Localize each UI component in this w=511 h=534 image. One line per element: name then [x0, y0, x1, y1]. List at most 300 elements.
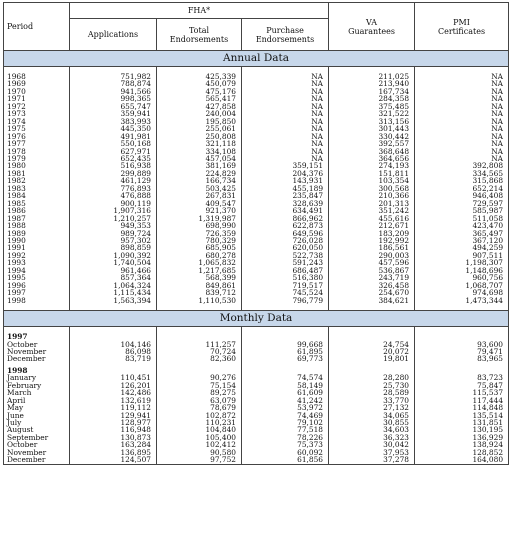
va-header-line2: Guarantees — [348, 26, 395, 36]
value-cell: NA — [242, 95, 329, 102]
value-cell: 60,092 — [242, 449, 329, 456]
value-cell: 105,400 — [157, 434, 242, 441]
value-cell: 75,847 — [415, 382, 509, 389]
period-cell: 1998 — [4, 367, 70, 374]
monthly-row — [4, 382, 509, 389]
purchase-endorsements-header-line1: Purchase — [266, 25, 304, 35]
value-cell: 351,242 — [329, 207, 415, 214]
annual-row — [4, 140, 509, 147]
value-cell: 698,990 — [157, 222, 242, 229]
value-cell: 130,195 — [415, 426, 509, 433]
value-cell: 119,112 — [70, 404, 157, 411]
value-cell: NA — [415, 125, 509, 132]
period-header: Period — [4, 3, 70, 51]
value-cell: NA — [415, 80, 509, 87]
annual-row — [4, 282, 509, 289]
value-cell: 213,940 — [329, 80, 415, 87]
value-cell: 142,486 — [70, 389, 157, 396]
value-cell: 522,738 — [242, 252, 329, 259]
value-cell: 960,756 — [415, 274, 509, 281]
value-cell: 130,873 — [70, 434, 157, 441]
value-cell: 455,616 — [329, 215, 415, 222]
annual-row — [4, 215, 509, 222]
period-cell: 1997 — [4, 333, 70, 340]
period-cell: April — [4, 397, 70, 404]
value-cell: 326,458 — [329, 282, 415, 289]
annual-row — [4, 110, 509, 117]
annual-row — [4, 133, 509, 140]
value-cell: 135,514 — [415, 412, 509, 419]
value-cell: 255,061 — [157, 125, 242, 132]
value-cell: 330,442 — [329, 133, 415, 140]
annual-row — [4, 125, 509, 132]
period-cell: March — [4, 389, 70, 396]
period-cell: 1977 — [4, 140, 70, 147]
value-cell: 866,962 — [242, 215, 329, 222]
value-cell: 61,609 — [242, 389, 329, 396]
value-cell: 427,858 — [157, 103, 242, 110]
monthly-row — [4, 419, 509, 426]
value-cell: 110,451 — [70, 374, 157, 381]
value-cell: 1,473,344 — [415, 297, 509, 304]
value-cell: 33,770 — [329, 397, 415, 404]
value-cell: 102,412 — [157, 441, 242, 448]
value-cell: 680,278 — [157, 252, 242, 259]
value-cell: 898,859 — [70, 244, 157, 251]
period-cell: October — [4, 441, 70, 448]
value-cell: 74,469 — [242, 412, 329, 419]
period-cell: 1989 — [4, 230, 70, 237]
value-cell: 455,189 — [242, 185, 329, 192]
value-cell: 28,589 — [329, 389, 415, 396]
period-cell: 1983 — [4, 185, 70, 192]
value-cell: 224,829 — [157, 170, 242, 177]
value-cell: 511,058 — [415, 215, 509, 222]
value-cell: 75,154 — [157, 382, 242, 389]
value-cell: 1,319,987 — [157, 215, 242, 222]
value-cell: 116,948 — [70, 426, 157, 433]
value-cell: 476,888 — [70, 192, 157, 199]
value-cell: 1,090,392 — [70, 252, 157, 259]
value-cell: 250,808 — [157, 133, 242, 140]
annual-row — [4, 274, 509, 281]
value-cell: NA — [242, 133, 329, 140]
value-cell: 166,734 — [157, 177, 242, 184]
period-cell: October — [4, 341, 70, 348]
period-cell: 1995 — [4, 274, 70, 281]
value-cell: 503,425 — [157, 185, 242, 192]
value-cell: 359,941 — [70, 110, 157, 117]
value-cell: 622,873 — [242, 222, 329, 229]
total-endorsements-header-line1: Total — [188, 25, 210, 35]
value-cell: 946,408 — [415, 192, 509, 199]
period-cell: June — [4, 412, 70, 419]
value-cell: 1,065,832 — [157, 259, 242, 266]
value-cell: 212,671 — [329, 222, 415, 229]
value-cell: 204,376 — [242, 170, 329, 177]
annual-row — [4, 155, 509, 162]
value-cell: 211,025 — [329, 73, 415, 80]
period-cell: February — [4, 382, 70, 389]
value-cell: 99,668 — [242, 341, 329, 348]
value-cell: 74,574 — [242, 374, 329, 381]
period-cell: 1972 — [4, 103, 70, 110]
value-cell: 192,992 — [329, 237, 415, 244]
period-cell: 1974 — [4, 118, 70, 125]
value-cell: NA — [415, 95, 509, 102]
value-cell: 28,280 — [329, 374, 415, 381]
annual-data-section-title: Annual Data — [4, 51, 509, 67]
value-cell: 30,855 — [329, 419, 415, 426]
period-cell: 1994 — [4, 267, 70, 274]
value-cell: 686,487 — [242, 267, 329, 274]
value-cell: 961,466 — [70, 267, 157, 274]
value-cell: NA — [415, 155, 509, 162]
value-cell: 114,848 — [415, 404, 509, 411]
monthly-row — [4, 412, 509, 419]
value-cell: 300,568 — [329, 185, 415, 192]
annual-row — [4, 200, 509, 207]
value-cell: NA — [242, 73, 329, 80]
value-cell: 41,242 — [242, 397, 329, 404]
annual-row — [4, 73, 509, 80]
value-cell: 627,971 — [70, 148, 157, 155]
period-cell: 1982 — [4, 177, 70, 184]
period-cell: 1979 — [4, 155, 70, 162]
value-cell: 290,003 — [329, 252, 415, 259]
period-cell: 1991 — [4, 244, 70, 251]
value-cell: 367,120 — [415, 237, 509, 244]
value-cell: 79,102 — [242, 419, 329, 426]
value-cell: 998,365 — [70, 95, 157, 102]
monthly-data-section-title: Monthly Data — [4, 311, 509, 327]
value-cell: NA — [242, 118, 329, 125]
value-cell: 75,373 — [242, 441, 329, 448]
value-cell: 63,079 — [157, 397, 242, 404]
value-cell: 849,861 — [157, 282, 242, 289]
pmi-header — [415, 3, 509, 51]
value-cell: 25,730 — [329, 382, 415, 389]
value-cell: 652,435 — [70, 155, 157, 162]
annual-row — [4, 103, 509, 110]
value-cell: 1,210,257 — [70, 215, 157, 222]
value-cell: 115,537 — [415, 389, 509, 396]
annual-row — [4, 185, 509, 192]
value-cell: 143,931 — [242, 177, 329, 184]
annual-row — [4, 297, 509, 304]
value-cell: 839,712 — [157, 289, 242, 296]
period-cell: 1970 — [4, 88, 70, 95]
value-cell: NA — [415, 148, 509, 155]
period-cell: 1990 — [4, 237, 70, 244]
value-cell: 423,470 — [415, 222, 509, 229]
year-heading-row — [4, 333, 509, 340]
value-cell: 1,740,504 — [70, 259, 157, 266]
va-header — [329, 3, 415, 51]
period-cell: August — [4, 426, 70, 433]
value-cell: 729,597 — [415, 200, 509, 207]
value-cell: 907,511 — [415, 252, 509, 259]
value-cell: 83,719 — [70, 355, 157, 362]
annual-row — [4, 252, 509, 259]
value-cell: 128,852 — [415, 449, 509, 456]
fha-group-header: FHA* — [70, 3, 329, 19]
value-cell: 195,850 — [157, 118, 242, 125]
value-cell: 365,497 — [415, 230, 509, 237]
value-cell: 334,108 — [157, 148, 242, 155]
total-endorsements-header-line2: Endorsements — [169, 34, 229, 44]
value-cell: 34,065 — [329, 412, 415, 419]
value-cell: 61,856 — [242, 456, 329, 464]
period-cell: 1988 — [4, 222, 70, 229]
value-cell: 655,747 — [70, 103, 157, 110]
period-cell: July — [4, 419, 70, 426]
value-cell: 79,471 — [415, 348, 509, 355]
value-cell: 243,719 — [329, 274, 415, 281]
value-cell: 117,444 — [415, 397, 509, 404]
value-cell: 274,193 — [329, 162, 415, 169]
value-cell: 111,257 — [157, 341, 242, 348]
value-cell: 70,724 — [157, 348, 242, 355]
value-cell: 37,278 — [329, 456, 415, 464]
value-cell: 167,734 — [329, 88, 415, 95]
value-cell: 1,110,530 — [157, 297, 242, 304]
value-cell: NA — [415, 73, 509, 80]
value-cell: 97,752 — [157, 456, 242, 464]
value-cell: 136,929 — [415, 434, 509, 441]
value-cell: 334,565 — [415, 170, 509, 177]
value-cell: 568,399 — [157, 274, 242, 281]
value-cell: 516,938 — [70, 162, 157, 169]
value-cell: 536,867 — [329, 267, 415, 274]
value-cell: 1,217,685 — [157, 267, 242, 274]
value-cell: 86,098 — [70, 348, 157, 355]
value-cell: 83,723 — [415, 374, 509, 381]
value-cell: 745,524 — [242, 289, 329, 296]
annual-row — [4, 177, 509, 184]
value-cell: 1,907,316 — [70, 207, 157, 214]
value-cell: 103,354 — [329, 177, 415, 184]
period-cell: January — [4, 374, 70, 381]
value-cell: 132,619 — [70, 397, 157, 404]
annual-row — [4, 237, 509, 244]
purchase-endorsements-header — [242, 19, 329, 51]
value-cell: NA — [415, 110, 509, 117]
value-cell: 491,981 — [70, 133, 157, 140]
purchase-endorsements-header-line2: Endorsements — [255, 34, 315, 44]
total-endorsements-header — [157, 19, 242, 51]
value-cell: NA — [242, 148, 329, 155]
value-cell: 989,724 — [70, 230, 157, 237]
value-cell: 102,872 — [157, 412, 242, 419]
value-cell: 652,214 — [415, 185, 509, 192]
value-cell: 384,621 — [329, 297, 415, 304]
value-cell: 457,054 — [157, 155, 242, 162]
value-cell: 974,698 — [415, 289, 509, 296]
value-cell: 315,868 — [415, 177, 509, 184]
value-cell: 210,366 — [329, 192, 415, 199]
value-cell: NA — [242, 155, 329, 162]
value-cell: 591,243 — [242, 259, 329, 266]
monthly-row — [4, 456, 509, 464]
period-cell: May — [4, 404, 70, 411]
annual-row — [4, 192, 509, 199]
monthly-row — [4, 397, 509, 404]
value-cell: 53,972 — [242, 404, 329, 411]
value-cell: 27,132 — [329, 404, 415, 411]
value-cell: 78,226 — [242, 434, 329, 441]
data-table-container — [3, 2, 508, 532]
value-cell: 30,042 — [329, 441, 415, 448]
annual-row — [4, 267, 509, 274]
annual-row — [4, 148, 509, 155]
period-cell: 1980 — [4, 162, 70, 169]
pmi-header-line2: Certificates — [437, 26, 486, 36]
period-cell: 1985 — [4, 200, 70, 207]
value-cell: NA — [242, 110, 329, 117]
value-cell: 450,079 — [157, 80, 242, 87]
period-cell: 1986 — [4, 207, 70, 214]
pmi-header-line1: PMI — [453, 17, 470, 27]
value-cell: 90,276 — [157, 374, 242, 381]
monthly-row — [4, 449, 509, 456]
va-header-line1: VA — [366, 17, 378, 27]
period-cell: 1992 — [4, 252, 70, 259]
period-cell: November — [4, 348, 70, 355]
value-cell: 328,639 — [242, 200, 329, 207]
value-cell: 1,064,324 — [70, 282, 157, 289]
monthly-data-rows — [4, 327, 509, 465]
period-cell: 1993 — [4, 259, 70, 266]
value-cell: NA — [242, 88, 329, 95]
monthly-row — [4, 355, 509, 362]
period-cell: 1987 — [4, 215, 70, 222]
annual-row — [4, 259, 509, 266]
value-cell: 83,965 — [415, 355, 509, 362]
value-cell: 776,893 — [70, 185, 157, 192]
value-cell: 949,353 — [70, 222, 157, 229]
period-cell: 1973 — [4, 110, 70, 117]
value-cell: 796,779 — [242, 297, 329, 304]
value-cell: 124,507 — [70, 456, 157, 464]
value-cell: 104,146 — [70, 341, 157, 348]
monthly-row — [4, 441, 509, 448]
monthly-row — [4, 404, 509, 411]
value-cell: 900,119 — [70, 200, 157, 207]
value-cell: 475,176 — [157, 88, 242, 95]
value-cell: NA — [242, 103, 329, 110]
period-cell: 1998 — [4, 297, 70, 304]
value-cell: NA — [415, 103, 509, 110]
value-cell: 78,679 — [157, 404, 242, 411]
value-cell: 61,895 — [242, 348, 329, 355]
value-cell: 368,648 — [329, 148, 415, 155]
value-cell: 254,670 — [329, 289, 415, 296]
value-cell: NA — [242, 140, 329, 147]
value-cell: 565,417 — [157, 95, 242, 102]
value-cell: 201,313 — [329, 200, 415, 207]
monthly-row — [4, 434, 509, 441]
value-cell: 90,580 — [157, 449, 242, 456]
value-cell: 1,198,307 — [415, 259, 509, 266]
value-cell: 1,115,434 — [70, 289, 157, 296]
period-cell: 1978 — [4, 148, 70, 155]
period-cell: 1984 — [4, 192, 70, 199]
value-cell: 1,563,394 — [70, 297, 157, 304]
value-cell: 457,596 — [329, 259, 415, 266]
value-cell: 129,941 — [70, 412, 157, 419]
period-cell: 1968 — [4, 73, 70, 80]
value-cell: 321,522 — [329, 110, 415, 117]
value-cell: 186,561 — [329, 244, 415, 251]
annual-row — [4, 162, 509, 169]
value-cell: 34,603 — [329, 426, 415, 433]
value-cell: 284,358 — [329, 95, 415, 102]
value-cell: 89,275 — [157, 389, 242, 396]
value-cell: 163,284 — [70, 441, 157, 448]
value-cell: 921,370 — [157, 207, 242, 214]
annual-row — [4, 289, 509, 296]
value-cell: 36,323 — [329, 434, 415, 441]
value-cell: 392,557 — [329, 140, 415, 147]
period-cell: 1996 — [4, 282, 70, 289]
annual-row — [4, 207, 509, 214]
value-cell: 409,547 — [157, 200, 242, 207]
value-cell: 183,209 — [329, 230, 415, 237]
value-cell: NA — [415, 118, 509, 125]
annual-row — [4, 244, 509, 251]
value-cell: 957,302 — [70, 237, 157, 244]
applications-header: Applications — [70, 19, 157, 51]
value-cell: 1,068,707 — [415, 282, 509, 289]
annual-data-rows — [4, 67, 509, 311]
value-cell: 24,754 — [329, 341, 415, 348]
value-cell: 649,596 — [242, 230, 329, 237]
value-cell: 131,851 — [415, 419, 509, 426]
annual-row — [4, 118, 509, 125]
value-cell: NA — [242, 80, 329, 87]
value-cell: 494,259 — [415, 244, 509, 251]
value-cell: 857,364 — [70, 274, 157, 281]
period-cell: December — [4, 355, 70, 362]
value-cell: 359,151 — [242, 162, 329, 169]
value-cell: 685,905 — [157, 244, 242, 251]
period-cell: 1975 — [4, 125, 70, 132]
value-cell: 364,656 — [329, 155, 415, 162]
monthly-row — [4, 426, 509, 433]
period-cell: December — [4, 456, 70, 464]
value-cell: 516,380 — [242, 274, 329, 281]
annual-row — [4, 95, 509, 102]
value-cell: 240,004 — [157, 110, 242, 117]
value-cell: 138,924 — [415, 441, 509, 448]
value-cell: 69,773 — [242, 355, 329, 362]
value-cell: 151,811 — [329, 170, 415, 177]
value-cell: 20,072 — [329, 348, 415, 355]
value-cell: 550,168 — [70, 140, 157, 147]
value-cell: 719,517 — [242, 282, 329, 289]
value-cell: 235,847 — [242, 192, 329, 199]
period-cell: September — [4, 434, 70, 441]
value-cell: 1,148,696 — [415, 267, 509, 274]
monthly-row — [4, 374, 509, 381]
housing-data-table — [3, 2, 509, 465]
period-cell: 1969 — [4, 80, 70, 87]
period-cell: 1976 — [4, 133, 70, 140]
monthly-row — [4, 341, 509, 348]
value-cell: 104,840 — [157, 426, 242, 433]
value-cell: 620,050 — [242, 244, 329, 251]
